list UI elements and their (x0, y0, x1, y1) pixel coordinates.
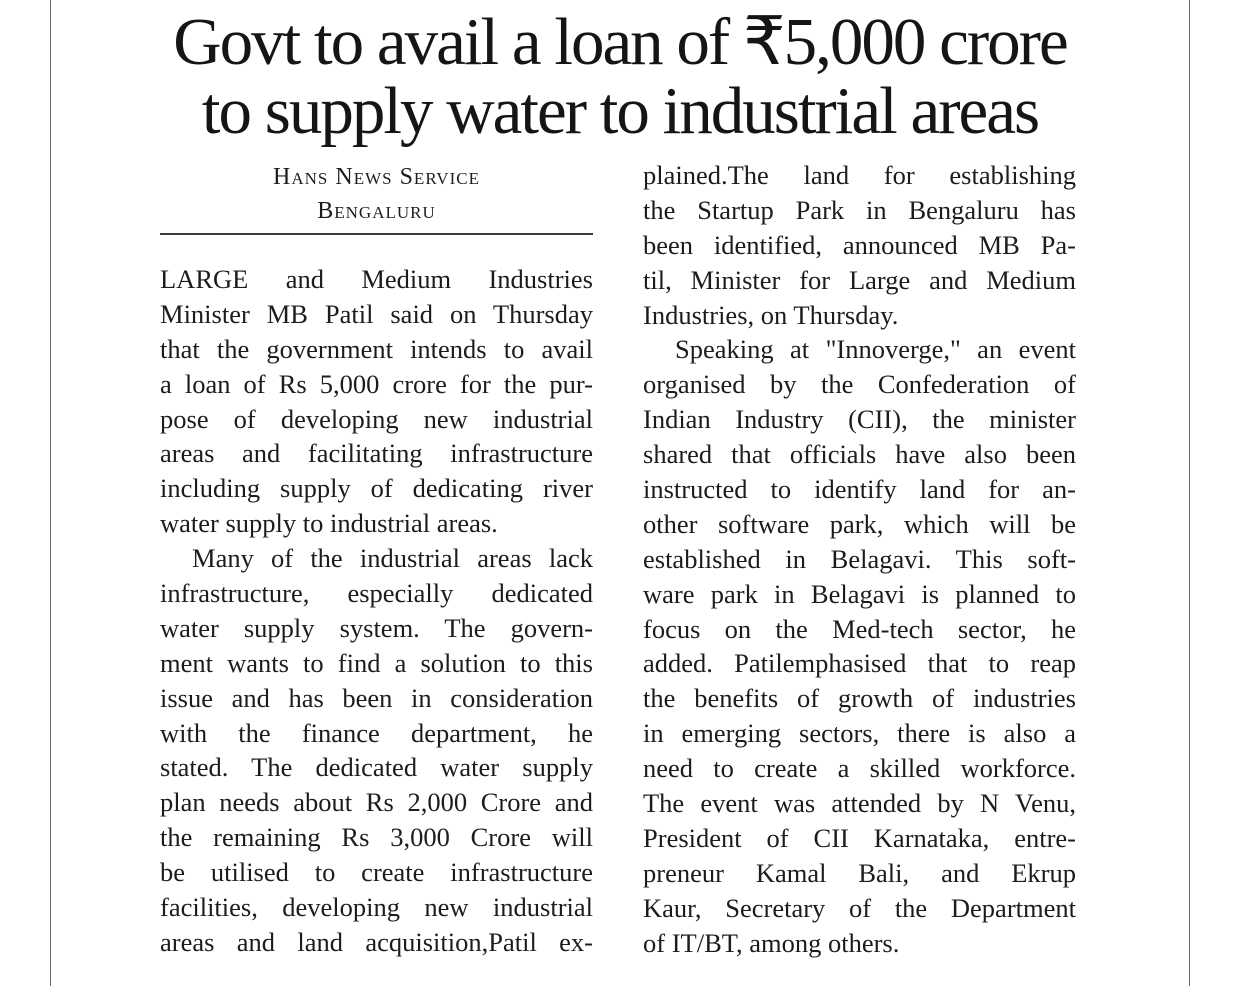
headline (52, 5, 1188, 148)
article-text-line: the remaining Rs 3,000 Crore will (160, 822, 593, 853)
article-text-line: in emerging sectors, there is also a (643, 718, 1076, 749)
article-text-line: organised by the Confederation of (643, 369, 1076, 400)
byline-agency: Hans News Service (273, 164, 480, 190)
article-text-line: added. Patilemphasised that to reap (643, 648, 1076, 679)
article-text-line: areas and facilitating infrastructure (160, 438, 593, 469)
article-text-line: other software park, which will be (643, 508, 1076, 539)
article-text-line: shared that officials have also been (643, 439, 1076, 470)
article-text-line: Indian Industry (CII), the minister (643, 404, 1076, 435)
article-column-left (160, 262, 593, 960)
article-text-line: instructed to identify land for an- (643, 474, 1076, 505)
article-text-line: be utilised to create infrastructure (160, 857, 593, 888)
article-text-line: Many of the industrial areas lack (192, 543, 593, 574)
article-text-line: pose of developing new industrial (160, 403, 593, 434)
page-border-right (1189, 0, 1190, 986)
headline-line: to supply water to industrial areas (201, 74, 1039, 148)
article-text-line: focus on the Med-tech sector, he (643, 613, 1076, 644)
headline-line: Govt to avail a loan of ₹5,000 crore (173, 5, 1067, 79)
article-text-line: established in Belagavi. This soft- (643, 543, 1076, 574)
article-text-line: water supply to industrial areas. (160, 508, 498, 539)
article-text-line: issue and has been in consideration (160, 682, 593, 713)
article-text-line: with the finance department, he (160, 717, 593, 748)
article-text-line: plan needs about Rs 2,000 Crore and (160, 787, 593, 818)
article-text-line: areas and land acquisition,Patil ex- (160, 926, 593, 957)
article-text-line: preneur Kamal Bali, and Ekrup (643, 857, 1076, 888)
article-text-line: of IT/BT, among others. (643, 927, 900, 958)
article-text-line: Industries, on Thursday. (643, 299, 899, 330)
article-text-line: the Startup Park in Bengaluru has (643, 194, 1076, 225)
byline-divider (160, 233, 593, 235)
article-text-line: The event was attended by N Venu, (643, 788, 1076, 819)
article-text-line: facilities, developing new industrial (160, 892, 593, 923)
article-text-line: infrastructure, especially dedicated (160, 578, 593, 609)
article-text-line: Kaur, Secretary of the Department (643, 892, 1076, 923)
article-text-line: that the government intends to avail (160, 333, 593, 364)
article-text-line: LARGE and Medium Industries (160, 264, 593, 294)
article-text-line: President of CII Karnataka, entre- (643, 822, 1076, 853)
article-text-line: including supply of dedicating river (160, 473, 593, 504)
byline-location: Bengaluru (317, 198, 436, 224)
byline (160, 160, 593, 228)
article-text-line: Speaking at "Innoverge," an event (675, 334, 1076, 365)
article-text-line: need to create a skilled workforce. (643, 753, 1076, 784)
article-text-line: plained.The land for establishing (643, 160, 1076, 190)
page-border-left (50, 0, 51, 986)
article-text-line: been identified, announced MB Pa- (643, 229, 1076, 260)
article-text-line: water supply system. The govern- (160, 612, 593, 643)
article-text-line: a loan of Rs 5,000 crore for the pur- (160, 368, 593, 399)
news-clipping (52, 0, 1188, 986)
article-text-line: ment wants to find a solution to this (160, 647, 593, 678)
article-text-line: the benefits of growth of industries (643, 683, 1076, 714)
article-column-right (643, 158, 1076, 960)
article-text-line: til, Minister for Large and Medium (643, 264, 1076, 295)
article-text-line: Minister MB Patil said on Thursday (160, 298, 593, 329)
article-text-line: stated. The dedicated water supply (160, 752, 593, 783)
article-text-line: ware park in Belagavi is planned to (643, 578, 1076, 609)
